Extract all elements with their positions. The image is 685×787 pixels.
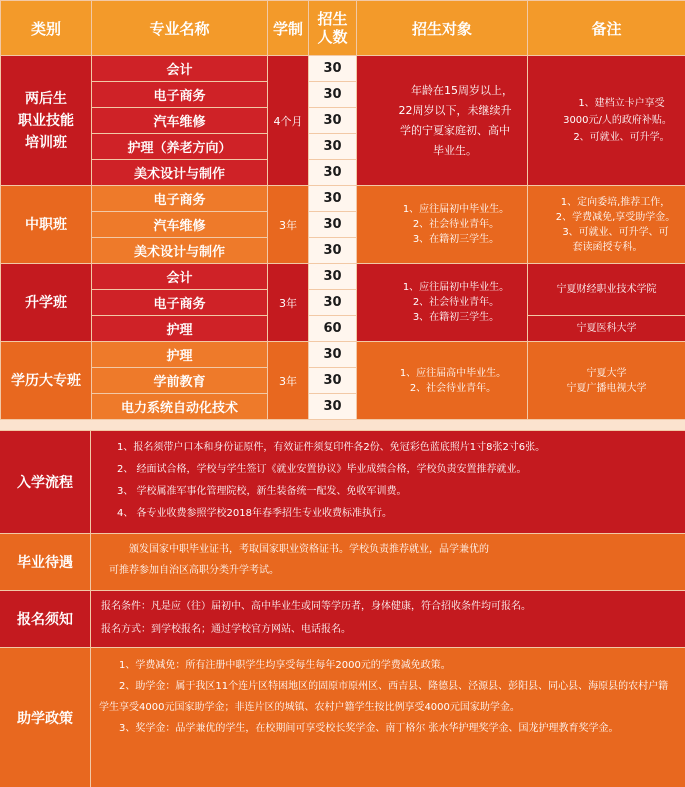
duration-cell: 3年 xyxy=(268,342,309,420)
major-name: 会计 xyxy=(92,56,268,82)
target-cell xyxy=(357,186,528,264)
major-name: 美术设计与制作 xyxy=(92,238,268,264)
target-line: 2、社会待业青年。 xyxy=(413,297,499,308)
quota-cell: 30 xyxy=(309,368,357,394)
target-line: 1、应往届高中毕业生。 xyxy=(400,368,506,379)
major-name: 护理（养老方向） xyxy=(92,134,268,160)
major-name: 护理 xyxy=(92,316,268,342)
target-line: 学的宁夏家庭初、高中 xyxy=(400,124,510,137)
note-line: 2、可就业、可升学。 xyxy=(565,132,669,143)
header-target: 招生对象 xyxy=(357,1,528,56)
note-line: 1、定向委培,推荐工作， xyxy=(545,197,671,208)
registration-body xyxy=(91,591,685,647)
major-name: 汽车维修 xyxy=(92,108,268,134)
aid-body xyxy=(91,648,685,787)
table-row xyxy=(1,186,685,212)
category-line: 培训班 xyxy=(25,135,67,151)
header-quota-line2: 人数 xyxy=(317,28,347,46)
notes-cell: 宁夏医科大学 xyxy=(528,316,685,342)
graduation-line: 可推荐参加自治区高职分类升学考试。 xyxy=(109,560,673,581)
header-quota-line1: 招生 xyxy=(317,10,347,28)
registration-label: 报名须知 xyxy=(0,591,91,647)
quota-cell: 30 xyxy=(309,264,357,290)
target-line: 2、社会待业青年。 xyxy=(413,219,499,230)
quota-cell: 30 xyxy=(309,394,357,420)
header-major: 专业名称 xyxy=(92,1,268,56)
target-line: 2、社会待业青年。 xyxy=(410,383,496,394)
header-duration: 学制 xyxy=(268,1,309,56)
target-cell xyxy=(357,264,528,342)
quota-cell: 30 xyxy=(309,342,357,368)
process-line: 1、报名须带户口本和身份证原件，有效证件须复印件各2份、免冠彩色蓝底照片1寸8张2寸6张。 xyxy=(117,437,673,459)
quota-cell: 30 xyxy=(309,56,357,82)
target-line: 22周岁以下，未继续升 xyxy=(399,104,512,117)
quota-cell: 30 xyxy=(309,186,357,212)
major-name: 电子商务 xyxy=(92,290,268,316)
note-line: 2、学费减免,享受助学金。 xyxy=(540,212,676,223)
category-line: 职业技能 xyxy=(18,113,74,129)
quota-cell: 30 xyxy=(309,160,357,186)
target-line: 毕业生。 xyxy=(433,144,477,157)
category-cell xyxy=(1,56,92,186)
target-line: 1、应往届初中毕业生。 xyxy=(403,204,509,215)
target-line: 3、在籍初三学生。 xyxy=(413,312,499,323)
aid-section xyxy=(0,647,685,787)
registration-line: 报名方式：到学校报名；通过学校官方网站、电话报名。 xyxy=(101,618,673,641)
table-row xyxy=(1,56,685,82)
quota-cell: 30 xyxy=(309,238,357,264)
graduation-label: 毕业待遇 xyxy=(0,534,91,590)
duration-cell: 3年 xyxy=(268,264,309,342)
header-row xyxy=(1,1,685,56)
quota-cell: 30 xyxy=(309,108,357,134)
major-name: 会计 xyxy=(92,264,268,290)
category-cell: 中职班 xyxy=(1,186,92,264)
aid-line: 3、奖学金：品学兼优的学生，在校期间可享受校长奖学金、南丁格尔 张水华护理奖学金、国龙护理教育奖学金。 xyxy=(99,718,673,739)
header-notes: 备注 xyxy=(528,1,685,56)
note-line: 1、建档立卡户享受 xyxy=(570,98,664,109)
target-line: 年龄在15周岁以上， xyxy=(397,84,513,97)
notes-cell xyxy=(528,342,685,420)
graduation-section xyxy=(0,533,685,590)
major-name: 护理 xyxy=(92,342,268,368)
notes-cell xyxy=(528,186,685,264)
header-quota xyxy=(309,1,357,56)
major-name: 学前教育 xyxy=(92,368,268,394)
note-line: 套读函授专科。 xyxy=(573,242,643,253)
category-cell: 学历大专班 xyxy=(1,342,92,420)
duration-cell: 4个月 xyxy=(268,56,309,186)
table-row xyxy=(1,264,685,290)
quota-cell: 30 xyxy=(309,82,357,108)
major-name: 电力系统自动化技术 xyxy=(92,394,268,420)
quota-cell: 30 xyxy=(309,290,357,316)
note-line: 宁夏广播电视大学 xyxy=(567,383,647,394)
major-name: 电子商务 xyxy=(92,82,268,108)
major-name: 电子商务 xyxy=(92,186,268,212)
aid-line: 2、助学金：属于我区11个连片区特困地区的固原市原州区、西吉县、隆德县、泾源县、彭阳县、同心县、海原县的农村户籍学生享受4000元国家助学金；非连片区的城镇、农村户籍学生按比例享受4000元国家助学金。 xyxy=(99,676,673,718)
target-line: 1、应往届初中毕业生。 xyxy=(403,282,509,293)
quota-cell: 30 xyxy=(309,134,357,160)
target-cell xyxy=(357,56,528,186)
process-body xyxy=(91,431,685,533)
registration-section xyxy=(0,590,685,647)
graduation-line: 颁发国家中职毕业证书，考取国家职业资格证书。学校负责推荐就业，品学兼优的 xyxy=(109,539,673,560)
header-category: 类别 xyxy=(1,1,92,56)
target-line: 3、在籍初三学生。 xyxy=(413,234,499,245)
process-section xyxy=(0,430,685,533)
quota-cell: 60 xyxy=(309,316,357,342)
quota-cell: 30 xyxy=(309,212,357,238)
notes-cell: 宁夏财经职业技术学院 xyxy=(528,264,685,316)
registration-line: 报名条件：凡是应（往）届初中、高中毕业生或同等学历者，身体健康，符合招收条件均可报名。 xyxy=(101,595,673,618)
note-line: 宁夏大学 xyxy=(587,368,627,379)
process-line: 3、 学校属准军事化管理院校，新生装备统一配发、免收军训费。 xyxy=(117,481,673,503)
major-name: 美术设计与制作 xyxy=(92,160,268,186)
table-row xyxy=(1,316,685,342)
category-cell: 升学班 xyxy=(1,264,92,342)
graduation-body xyxy=(91,534,685,590)
note-line: 3、可就业、可升学、可 xyxy=(546,227,668,238)
aid-label: 助学政策 xyxy=(0,648,91,787)
process-line: 2、 经面试合格，学校与学生签订《就业安置协议》毕业成绩合格，学校负责安置推荐就业。 xyxy=(117,459,673,481)
category-line: 两后生 xyxy=(25,91,67,107)
major-name: 汽车维修 xyxy=(92,212,268,238)
aid-line: 1、学费减免：所有注册中职学生均享受每生每年2000元的学费减免政策。 xyxy=(99,655,673,676)
notes-cell xyxy=(528,56,685,186)
process-line: 4、 各专业收费参照学校2018年春季招生专业收费标准执行。 xyxy=(117,503,673,525)
note-line: 3000元/人的政府补贴。 xyxy=(563,115,672,126)
target-cell xyxy=(357,342,528,420)
duration-cell: 3年 xyxy=(268,186,309,264)
table-row xyxy=(1,342,685,368)
process-label: 入学流程 xyxy=(0,431,91,533)
